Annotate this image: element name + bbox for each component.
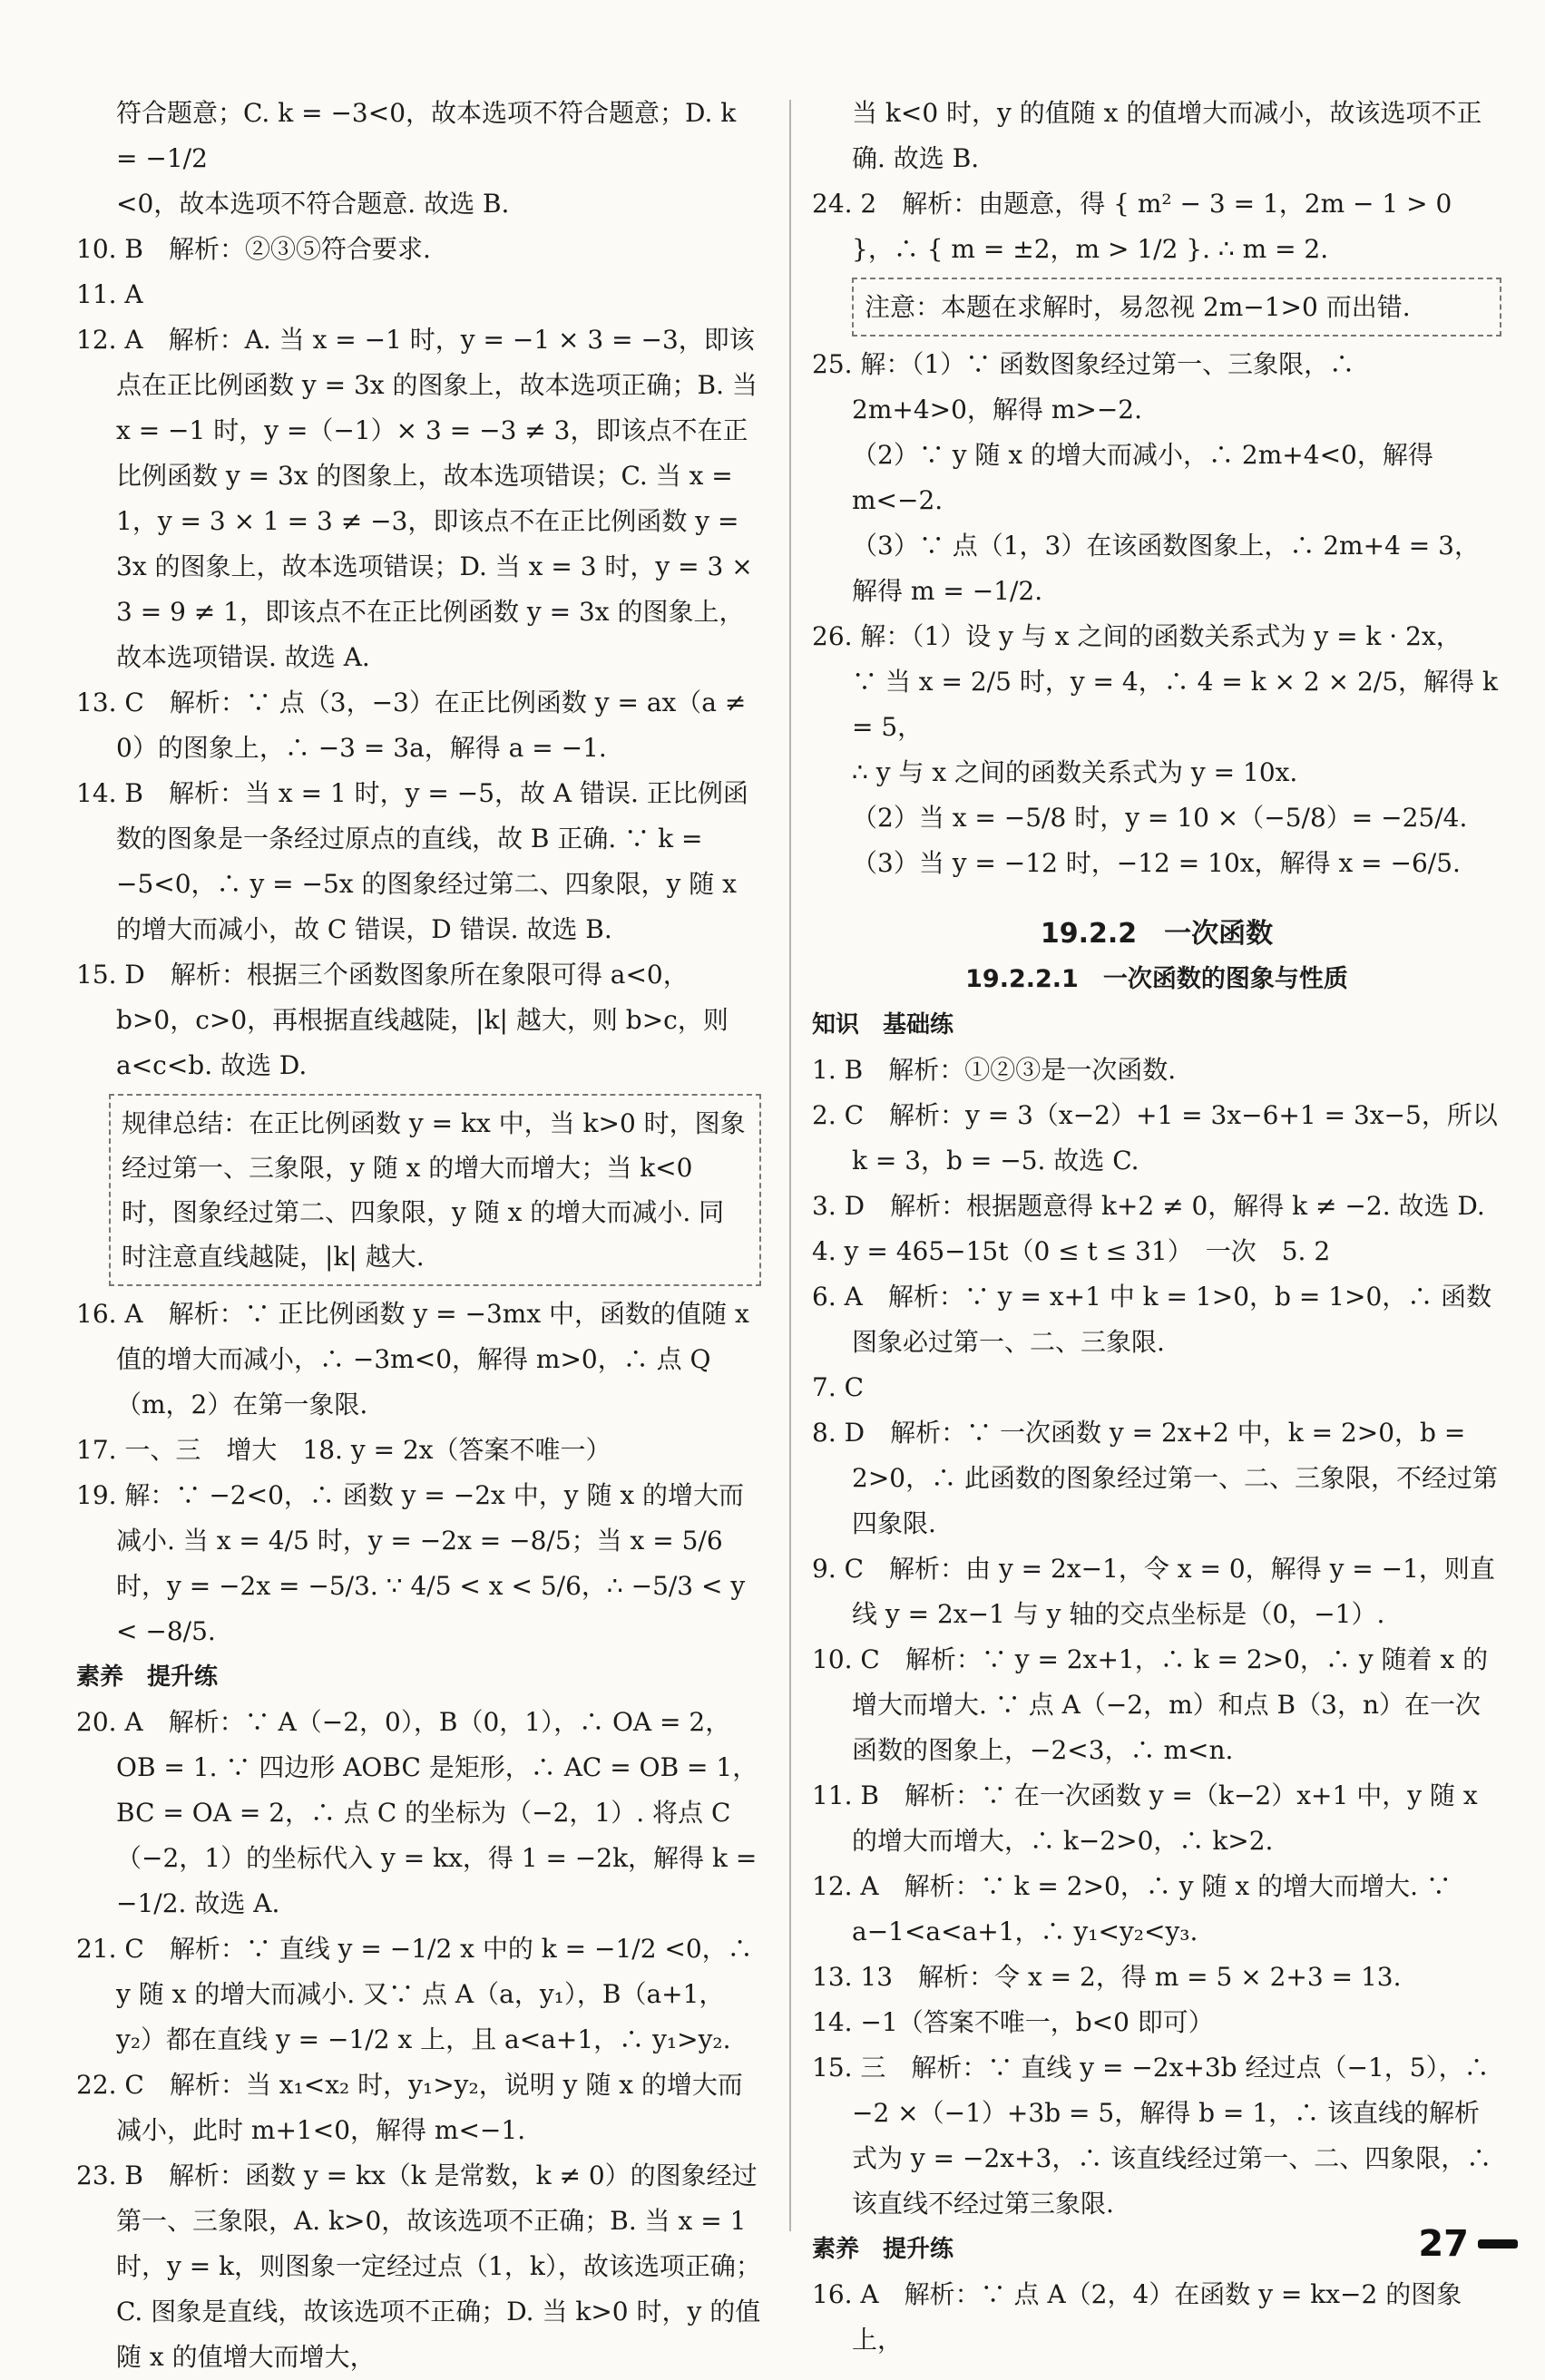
- answer-item: 14. −1（答案不唯一，b<0 即可）: [812, 2007, 1214, 2037]
- column-divider: [789, 100, 791, 2231]
- note-box: 注意：本题在求解时，易忽视 2m−1>0 而出错.: [852, 278, 1501, 337]
- answer-item: 12. A 解析：A. 当 x = −1 时，y = −1 × 3 = −3，即该点在正比例函数 y = 3x 的图象上，故本选项正确；B. 当 x = −1 时，y =（−1）× 3 = −3 ≠ 3，即该点不在正比例函数 y = 3x 的图象上，故本选项错误；C. 当 x = 1，y = 3 × 1 = 3 ≠ −3，即该点不在正比例函数 y = 3x 的图象上，故本选项错误；D. 当 x = 3 时，y = 3 × 3 = 9 ≠ 1，即该点不在正比例函数 y = 3x 的图象上，故本选项错误. 故选 A.: [76, 325, 766, 672]
- section-title: 19.2.2 一次函数: [1040, 918, 1274, 950]
- answer-item: 16. A 解析：∵ 点 A（2，4）在函数 y = kx−2 的图象上，: [812, 2279, 1462, 2355]
- answer-item: 17. 一、三 增大 18. y = 2x（答案不唯一）: [76, 1435, 611, 1465]
- answer-item: 9. C 解析：由 y = 2x−1，令 x = 0，解得 y = −1，则直线 y = 2x−1 与 y 轴的交点坐标是（0，−1）.: [812, 1554, 1495, 1629]
- practice-heading: 素养 提升练: [812, 2236, 954, 2263]
- answer-item: 21. C 解析：∵ 直线 y = −1/2 x 中的 k = −1/2 <0，∴ y 随 x 的增大而减小. 又∵ 点 A（a，y₁），B（a+1，y₂）都在直线 y = −1/2 x 上，且 a<a+1，∴ y₁>y₂.: [76, 1934, 761, 2054]
- answer-continuation: （2）当 x = −5/8 时，y = 10 ×（−5/8）= −25/4.: [852, 803, 1468, 833]
- answer-item: 10. B 解析：②③⑤符合要求.: [76, 234, 431, 264]
- answer-continuation: 当 k<0 时，y 的值随 x 的值增大而减小，故该选项不正确. 故选 B.: [852, 98, 1482, 173]
- answer-item: 23. B 解析：函数 y = kx（k 是常数，k ≠ 0）的图象经过第一、三象限，A. k>0，故该选项不正确；B. 当 x = 1 时，y = k，则图象一定经过点（1，k），故该选项正确；C. 图象是直线，故该选项不正确；D. 当 k>0 时，y 的值随 x 的值增大而增大，: [76, 2161, 761, 2372]
- answer-item: 22. C 解析：当 x₁<x₂ 时，y₁>y₂，说明 y 随 x 的增大而减小，此时 m+1<0，解得 m<−1.: [76, 2070, 743, 2145]
- answer-item: 6. A 解析：∵ y = x+1 中 k = 1>0，b = 1>0，∴ 函数图象必过第一、二、三象限.: [812, 1282, 1492, 1357]
- answer-continuation: （3）当 y = −12 时，−12 = 10x，解得 x = −6/5.: [852, 848, 1461, 878]
- subsection-title: 19.2.2.1 一次函数的图象与性质: [965, 965, 1348, 993]
- answer-item: 10. C 解析：∵ y = 2x+1，∴ k = 2>0，∴ y 随着 x 的增大而增大. ∵ 点 A（−2，m）和点 B（3，n）在一次函数的图象上，−2<3，∴ m<n.: [812, 1644, 1489, 1765]
- answer-continuation: ∴ y 与 x 之间的函数关系式为 y = 10x.: [852, 757, 1298, 787]
- answer-item: 3. D 解析：根据题意得 k+2 ≠ 0，解得 k ≠ −2. 故选 D.: [812, 1191, 1485, 1221]
- answer-item: 1. B 解析：①②③是一次函数.: [812, 1055, 1177, 1085]
- practice-heading: 知识 基础练: [812, 1011, 954, 1039]
- answer-item: 13. 13 解析：令 x = 2，得 m = 5 × 2+3 = 13.: [812, 1962, 1402, 1992]
- answer-item: 19. 解：∵ −2<0，∴ 函数 y = −2x 中，y 随 x 的增大而减小. 当 x = 4/5 时，y = −2x = −8/5；当 x = 5/6 时，y = −2x = −5/3. ∵ 4/5 < x < 5/6，∴ −5/3 < y < −8/5.: [76, 1480, 754, 1646]
- answer-item: 15. D 解析：根据三个函数图象所在象限可得 a<0，b>0，c>0，再根据直线越陡，|k| 越大，则 b>c，则 a<c<b. 故选 D.: [76, 960, 737, 1080]
- answer-item: 25. 解：（1）∵ 函数图象经过第一、三象限，∴ 2m+4>0，解得 m>−2.: [812, 349, 1364, 424]
- answer-item: 13. C 解析：∵ 点（3，−3）在正比例函数 y = ax（a ≠ 0）的图象上，∴ −3 = 3a，解得 a = −1.: [76, 688, 755, 763]
- page-number-bar: [1478, 2239, 1518, 2248]
- answer-item: 11. B 解析：∵ 在一次函数 y =（k−2）x+1 中，y 随 x 的增大而增大，∴ k−2>0，∴ k>2.: [812, 1780, 1486, 1856]
- answer-item: 8. D 解析：∵ 一次函数 y = 2x+2 中，k = 2>0，b = 2>0，∴ 此函数的图象经过第一、二、三象限，不经过第四象限.: [812, 1418, 1498, 1538]
- answer-item: 15. 三 解析：∵ 直线 y = −2x+3b 经过点（−1，5），∴ −2 ×（−1）+3b = 5，解得 b = 1，∴ 该直线的解析式为 y = −2x+3，∴ 该直线经过第一、二、四象限，∴ 该直线不经过第三象限.: [812, 2053, 1501, 2219]
- practice-heading: 素养 提升练: [76, 1663, 219, 1691]
- answer-item: 26. 解：（1）设 y 与 x 之间的函数关系式为 y = k · 2x，: [812, 621, 1462, 651]
- answer-continuation: <0，故本选项不符合题意. 故选 B.: [116, 189, 510, 219]
- page-number-text: 27: [1418, 2223, 1469, 2265]
- answer-continuation: （3）∵ 点（1，3）在该函数图象上，∴ 2m+4 = 3，解得 m = −1/2.: [852, 531, 1480, 606]
- right-column: [812, 91, 1506, 2363]
- answer-continuation: （2）∵ y 随 x 的增大而减小，∴ 2m+4<0，解得 m<−2.: [852, 440, 1442, 515]
- left-column: [76, 91, 766, 2380]
- answer-continuation: ∵ 当 x = 2/5 时，y = 4，∴ 4 = k × 2 × 2/5，解得 k = 5，: [852, 667, 1506, 742]
- answer-item: 20. A 解析：∵ A（−2，0），B（0，1），∴ OA = 2，OB = 1. ∵ 四边形 AOBC 是矩形，∴ AC = OB = 1，BC = OA = 2，∴ 点 C 的坐标为（−2，1）. 将点 C（−2，1）的坐标代入 y = kx，得 1 = −2k，解得 k = −1/2. 故选 A.: [76, 1707, 766, 1918]
- answer-item: 12. A 解析：∵ k = 2>0，∴ y 随 x 的增大而增大. ∵ a−1<a<a+1，∴ y₁<y₂<y₃.: [812, 1871, 1460, 1946]
- answer-item: 7. C: [812, 1372, 865, 1402]
- answer-item: 24. 2 解析：由题意，得 { m² − 3 = 1，2m − 1 > 0 }，∴ { m = ±2，m > 1/2 }. ∴ m = 2.: [812, 189, 1461, 264]
- answer-continuation: 符合题意；C. k = −3<0，故本选项不符合题意；D. k = −1/2: [116, 98, 745, 173]
- answer-item: 14. B 解析：当 x = 1 时，y = −5，故 A 错误. 正比例函数的图象是一条经过原点的直线，故 B 正确. ∵ k = −5<0，∴ y = −5x 的图象经过第二、四象限，y 随 x 的增大而减小，故 C 错误，D 错误. 故选 B.: [76, 778, 748, 944]
- note-box: 规律总结：在正比例函数 y = kx 中，当 k>0 时，图象经过第一、三象限，y 随 x 的增大而增大；当 k<0 时，图象经过第二、四象限，y 随 x 的增大而减小. 同时注意直线越陡，|k| 越大.: [109, 1094, 761, 1286]
- answer-item: 4. y = 465−15t（0 ≤ t ≤ 31） 一次 5. 2: [812, 1236, 1331, 1266]
- answer-item: 2. C 解析：y = 3（x−2）+1 = 3x−6+1 = 3x−5，所以 k = 3，b = −5. 故选 C.: [812, 1100, 1506, 1175]
- answer-item: 16. A 解析：∵ 正比例函数 y = −3mx 中，函数的值随 x 值的增大而减小，∴ −3m<0，解得 m>0，∴ 点 Q（m，2）在第一象限.: [76, 1299, 758, 1419]
- page-number: [1418, 2223, 1518, 2265]
- answer-item: 11. A: [76, 279, 143, 309]
